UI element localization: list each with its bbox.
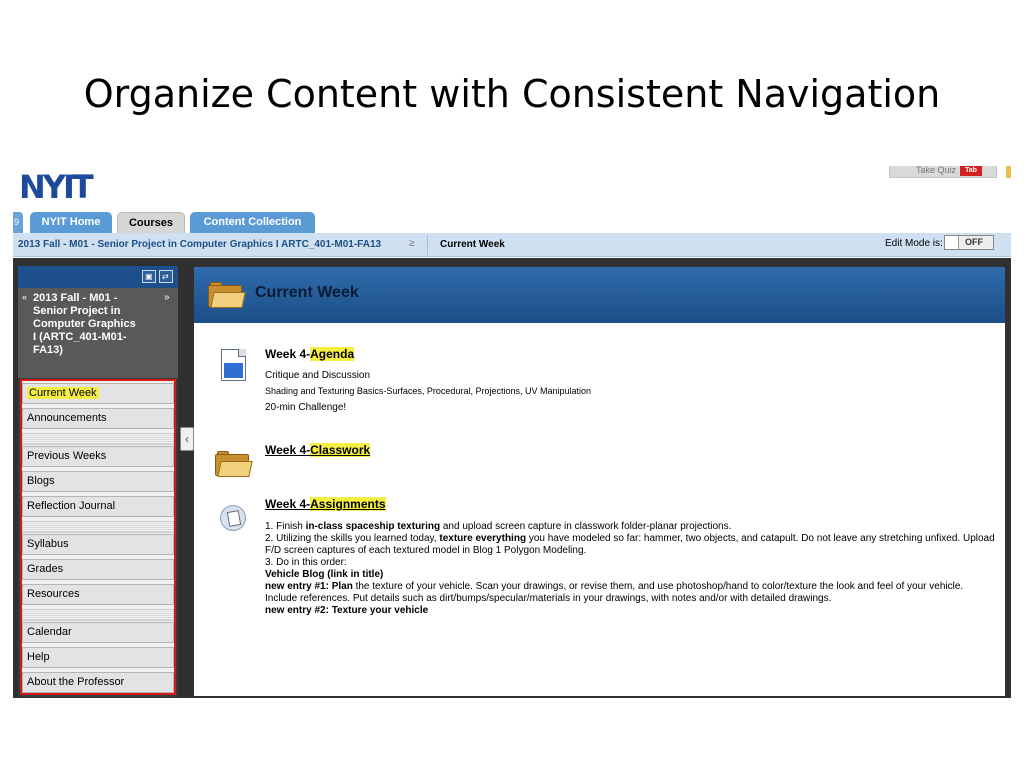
nav-divider [22,521,174,533]
agenda-title-highlight: Agenda [310,347,355,361]
lms-screenshot [13,166,1011,698]
assign-entry-2: new entry #2: Texture your vehicle [265,605,429,616]
nav-item-blogs[interactable]: Blogs [22,471,174,492]
assign-line-3: 3. Do in this order: [265,557,347,568]
agenda-line-3: 20-min Challenge! [265,402,347,413]
vehicle-blog-link[interactable]: Vehicle Blog (link in title) [265,569,384,580]
assign-line-2: 2. Utilizing the skills you learned today, texture everything you have modeled so far: hammer, two objects, and catapult. Do not leave any stretching unfixed. Upload F/D screen captures of each textured model in Blog 1 Polygon Modeling. [265,533,995,556]
nav-item-grades[interactable]: Grades [22,559,174,580]
assignments-title-highlight: Assignments [310,497,386,511]
assign-entry-1: new entry #1: Plan the texture of your vehicle. Scan your drawings, or revise them, and use photoshop/hand to color/texture the look and feel of your vehicle. Include references. Put details such as dirt/bumps/specular/materials in your drawings, with notes and/or with detailed drawings. [265,581,964,604]
assignments-link[interactable] [265,497,386,511]
expand-right-icon[interactable]: » [164,292,170,303]
content-header [194,267,1005,323]
nav-item-syllabus[interactable]: Syllabus [22,534,174,555]
classwork-link[interactable] [265,443,370,457]
tab-courses[interactable]: Courses [117,212,185,233]
edit-mode-toggle[interactable] [944,235,994,250]
agenda-title-prefix: Week 4- [265,347,311,361]
classwork-title-highlight: Classwork [310,443,371,457]
nav-item-help[interactable]: Help [22,647,174,668]
assignment-icon [220,505,246,533]
top-banner [13,166,1011,212]
folder-icon [215,451,251,477]
course-menu-title[interactable]: 2013 Fall - M01 - Senior Project in Computer Graphics I (ARTC_401-M01-FA13) [33,292,136,356]
collapse-menu-icon[interactable]: ‹ [180,427,194,451]
agenda-title [265,347,354,361]
nav-item-announcements[interactable]: Announcements [22,408,174,429]
nav-item-reflection-journal[interactable]: Reflection Journal [22,496,174,517]
menu-display-icon[interactable]: ▣ [142,270,156,283]
edit-mode-state: OFF [965,237,983,247]
agenda-line-2: Shading and Texturing Basics-Surfaces, Procedural, Projections, UV Manipulation [265,386,592,396]
nav-item-resources[interactable]: Resources [22,584,174,605]
assignments-body [265,521,995,617]
classwork-title-prefix: Week 4- [265,443,311,457]
agenda-line-1: Critique and Discussion [265,370,371,381]
assign-line-1: 1. Finish in-class spaceship texturing and upload screen capture in classwork folder-planar projections. [265,521,732,532]
tab-content-collection[interactable]: Content Collection [190,212,315,233]
menu-refresh-icon[interactable]: ⇄ [159,270,173,283]
nav-item-previous-weeks[interactable]: Previous Weeks [22,446,174,467]
nav-item-calendar[interactable]: Calendar [22,622,174,643]
breadcrumb [13,233,1011,257]
nav-item-label: Current Week [29,387,97,399]
tab-stub-icon[interactable]: 9 [13,212,23,233]
assignments-title-prefix: Week 4- [265,497,311,511]
tab-nyit-home[interactable]: NYIT Home [30,212,112,233]
slide-title: Organize Content with Consistent Navigation [83,72,941,116]
breadcrumb-current: Current Week [440,239,505,250]
course-navigation-list [20,379,176,695]
course-menu-header [18,266,178,288]
toggle-knob [945,236,959,249]
breadcrumb-divider [427,235,428,255]
content-area [194,267,1005,696]
nav-item-current-week[interactable] [22,383,174,404]
top-right-widget[interactable] [889,166,997,178]
top-right-badge: Tab [960,166,982,176]
breadcrumb-course[interactable]: 2013 Fall - M01 - Senior Project in Computer Graphics I ARTC_401-M01-FA13 [18,239,382,250]
nav-divider [22,609,174,621]
edit-mode-label: Edit Mode is: [885,238,943,249]
collapse-up-icon[interactable]: « [22,292,28,302]
nav-item-about-the-professor[interactable]: About the Professor [22,672,174,693]
tab-bar [13,210,1011,233]
nav-divider [22,433,174,445]
folder-icon [208,282,244,308]
document-icon [221,349,246,381]
top-right-edge-icon [1006,166,1011,178]
page-title: Current Week [255,284,359,301]
course-title-block [18,288,178,378]
chevron-down-icon[interactable]: ≥ [409,238,415,249]
nyit-logo: NYIT [19,168,91,206]
top-right-text: Take Quiz [916,166,957,175]
